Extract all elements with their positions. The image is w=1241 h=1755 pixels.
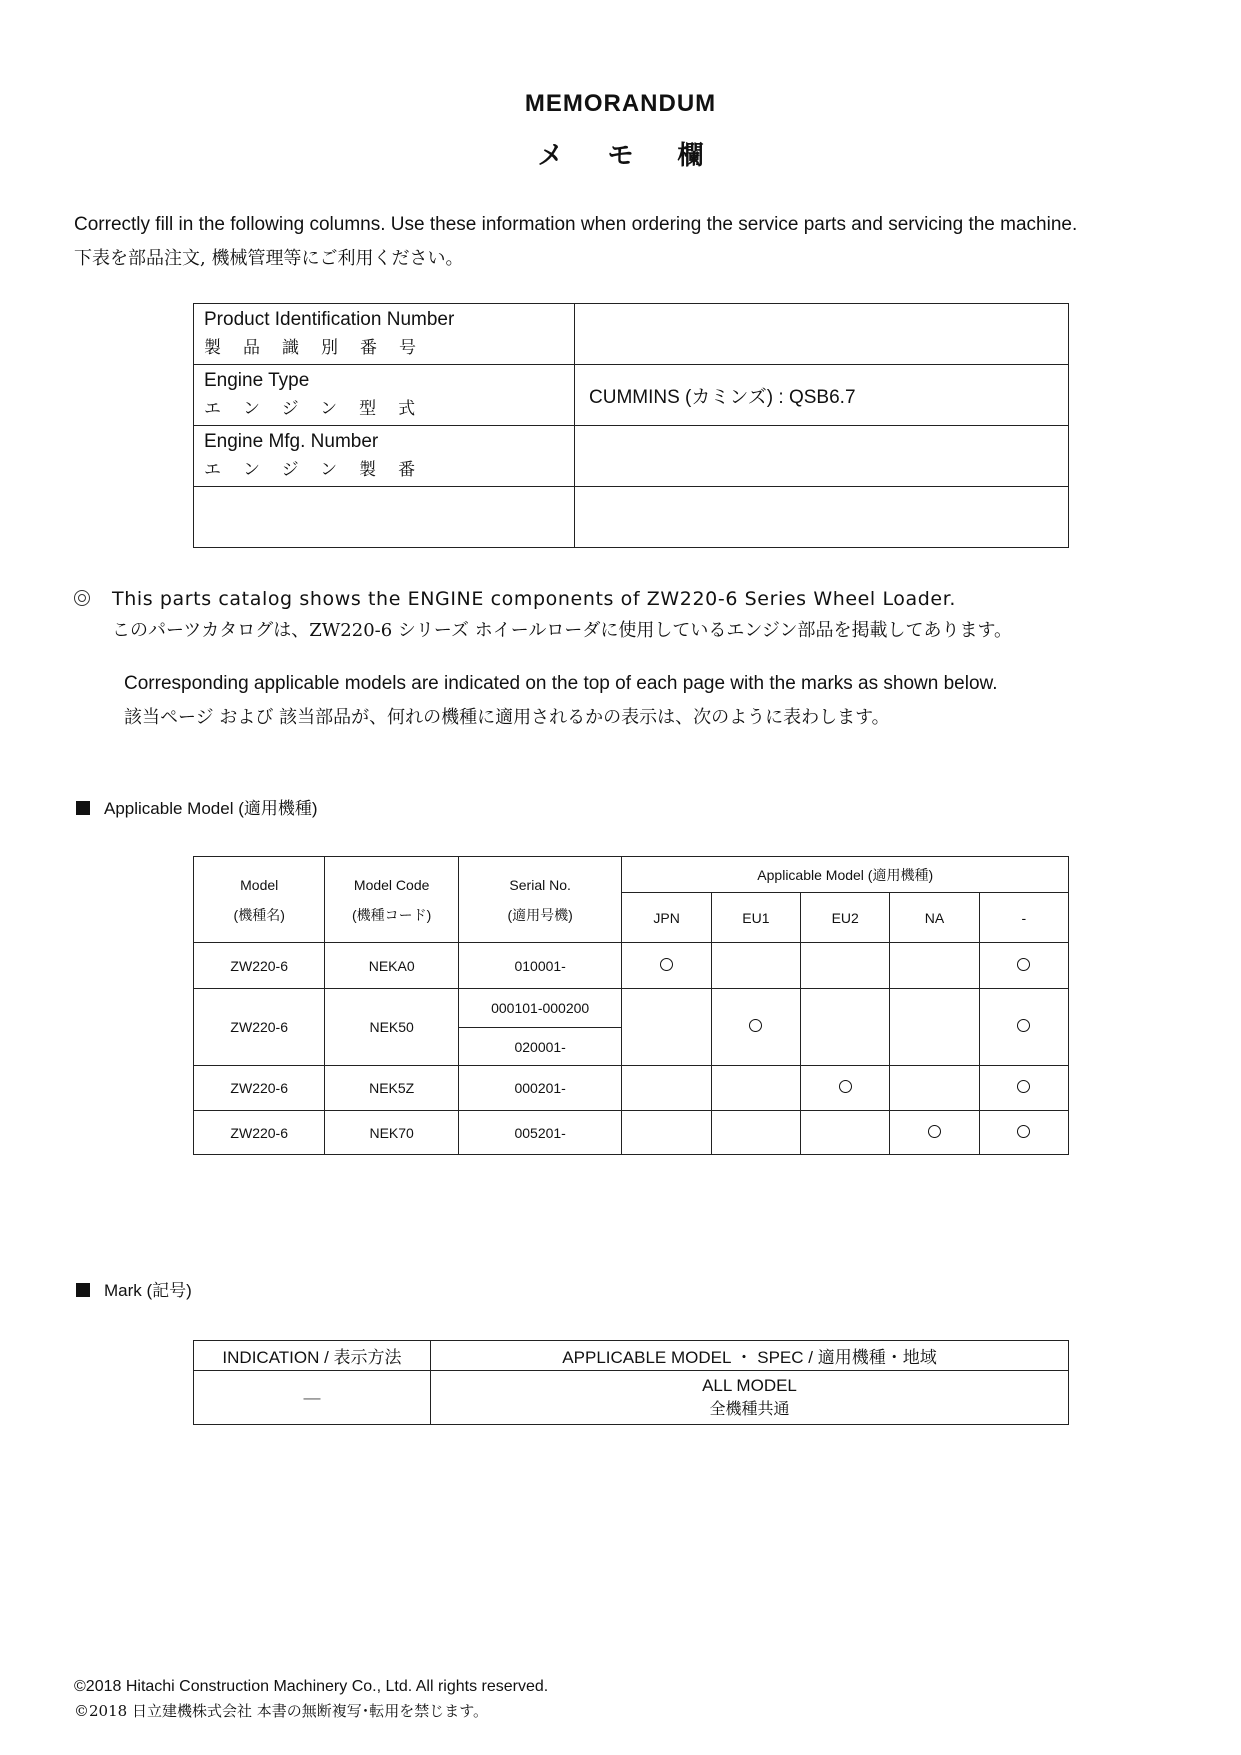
- memo-label-en: Product Identification Number: [204, 309, 455, 330]
- memo-label-en: Engine Mfg. Number: [204, 431, 379, 452]
- memo-table: [193, 303, 1069, 548]
- table-row: [194, 365, 1069, 426]
- cell-mark: [979, 989, 1068, 1066]
- cell-mark: [890, 1066, 979, 1111]
- intro-jp: 下表を部品注文, 機械管理等にご利用ください。: [74, 248, 464, 269]
- memo-label-jp: 製品識別番号: [204, 338, 438, 358]
- cell-mark: [801, 989, 890, 1066]
- cell-model: ZW220-6: [194, 943, 325, 989]
- header-region: EU1: [711, 893, 800, 943]
- header-model-code-en: Model Code: [353, 876, 430, 893]
- circle-mark-icon: [1017, 1019, 1030, 1032]
- header-serial-jp: (適用号機): [507, 906, 573, 923]
- mark-table: [193, 1340, 1069, 1425]
- header-region: JPN: [622, 893, 711, 943]
- memo-value-field[interactable]: CUMMINS (カミンズ) : QSB6.7: [575, 365, 1069, 426]
- memo-label: [194, 426, 575, 487]
- cell-mark: [890, 1111, 979, 1155]
- table-row: [194, 426, 1069, 487]
- footer-copyright-jp: ©2018 日立建機株式会社 本書の無断複写･転用を禁じます。: [74, 1702, 489, 1720]
- table-header-row: [194, 857, 1069, 893]
- footer-copyright-en: ©2018 Hitachi Construction Machinery Co., Ltd. All rights reserved.: [74, 1678, 549, 1695]
- cell-serial: 000101-000200: [458, 989, 622, 1028]
- cell-model: ZW220-6: [194, 989, 325, 1066]
- cell-mark: [890, 989, 979, 1066]
- header-model-en: Model: [240, 876, 279, 893]
- table-row: [194, 989, 1069, 1028]
- cell-code: NEK50: [325, 989, 458, 1066]
- cell-mark: [622, 1111, 711, 1155]
- cell-mark: [801, 943, 890, 989]
- double-circle-icon: [74, 590, 90, 606]
- memo-value-field[interactable]: [575, 304, 1069, 365]
- circle-mark-icon: [749, 1019, 762, 1032]
- header-model-jp: (機種名): [233, 906, 285, 923]
- applicable-heading: [76, 794, 318, 819]
- applicable-note-jp: 該当ページ および 該当部品が、何れの機種に適用されるかの表示は、次のように表わします。: [124, 707, 890, 728]
- cell-applicable-spec: [431, 1371, 1069, 1425]
- header-model-code: [325, 857, 458, 943]
- cell-serial: 020001-: [458, 1028, 622, 1066]
- table-row: [194, 487, 1069, 548]
- header-indication: INDICATION / 表示方法: [194, 1341, 431, 1371]
- applicable-note-en: Corresponding applicable models are indicated on the top of each page with the marks as shown below.: [124, 673, 998, 694]
- table-row: [194, 1111, 1069, 1155]
- header-model-code-jp: (機種コード): [352, 906, 432, 923]
- all-model-jp: 全機種共通: [709, 1399, 790, 1418]
- square-bullet-icon: [76, 1283, 90, 1297]
- cell-mark: [979, 1066, 1068, 1111]
- cell-mark: [979, 943, 1068, 989]
- memo-label-jp: エンジン型式: [204, 399, 438, 419]
- cell-mark: [890, 943, 979, 989]
- cell-mark: [622, 1066, 711, 1111]
- cell-code: NEKA0: [325, 943, 458, 989]
- header-applicable-spec: APPLICABLE MODEL ・ SPEC / 適用機種・地域: [431, 1341, 1069, 1371]
- page-title-jp: メモ欄: [537, 140, 748, 170]
- table-row: [194, 304, 1069, 365]
- memo-label-jp: エンジン製番: [204, 460, 438, 480]
- cell-mark: [711, 943, 800, 989]
- header-serial-en: Serial No.: [509, 876, 571, 893]
- all-model-en: ALL MODEL: [702, 1376, 797, 1395]
- cell-mark: [801, 1111, 890, 1155]
- cell-model: ZW220-6: [194, 1066, 325, 1111]
- cell-serial: 010001-: [458, 943, 622, 989]
- header-region: -: [979, 893, 1068, 943]
- memo-value-field[interactable]: [575, 487, 1069, 548]
- memo-label: [194, 365, 575, 426]
- memo-label-en: Engine Type: [204, 370, 310, 391]
- circle-mark-icon: [1017, 1080, 1030, 1093]
- cell-mark: [711, 1111, 800, 1155]
- cell-model: ZW220-6: [194, 1111, 325, 1155]
- circle-mark-icon: [928, 1125, 941, 1138]
- circle-mark-icon: [1017, 958, 1030, 971]
- table-row: [194, 1371, 1069, 1425]
- memo-value-field[interactable]: [575, 426, 1069, 487]
- table-header-row: [194, 1341, 1069, 1371]
- catalog-note-text: This parts catalog shows the ENGINE components of ZW220-6 Series Wheel Loader.: [112, 588, 957, 610]
- memo-label: [194, 487, 575, 548]
- cell-serial: 005201-: [458, 1111, 622, 1155]
- memo-label: [194, 304, 575, 365]
- table-row: [194, 1066, 1069, 1111]
- cell-mark: [711, 989, 800, 1066]
- header-region: EU2: [801, 893, 890, 943]
- catalog-note-en: [74, 588, 956, 610]
- cell-code: NEK5Z: [325, 1066, 458, 1111]
- header-applicable: Applicable Model (適用機種): [622, 857, 1069, 893]
- applicable-model-table: [193, 856, 1069, 1155]
- cell-mark: [711, 1066, 800, 1111]
- cell-mark: [622, 943, 711, 989]
- header-model: [194, 857, 325, 943]
- cell-code: NEK70: [325, 1111, 458, 1155]
- mark-heading-text: Mark (記号): [104, 1281, 192, 1300]
- mark-heading: [76, 1276, 192, 1301]
- cell-mark: [622, 989, 711, 1066]
- page-title: MEMORANDUM: [524, 90, 717, 117]
- square-bullet-icon: [76, 801, 90, 815]
- circle-mark-icon: [839, 1080, 852, 1093]
- cell-mark: [801, 1066, 890, 1111]
- header-serial: [458, 857, 622, 943]
- catalog-note-jp: このパーツカタログは、ZW220-6 シリーズ ホイールローダに使用しているエンジン部品を掲載してあります。: [112, 620, 1013, 641]
- cell-indication: —: [194, 1371, 431, 1425]
- circle-mark-icon: [1017, 1125, 1030, 1138]
- circle-mark-icon: [660, 958, 673, 971]
- cell-mark: [979, 1111, 1068, 1155]
- applicable-heading-text: Applicable Model (適用機種): [104, 799, 318, 818]
- intro-en: Correctly fill in the following columns. Use these information when ordering the service parts and servicing the machine.: [74, 214, 1078, 235]
- cell-serial: 000201-: [458, 1066, 622, 1111]
- header-region: NA: [890, 893, 979, 943]
- table-row: [194, 943, 1069, 989]
